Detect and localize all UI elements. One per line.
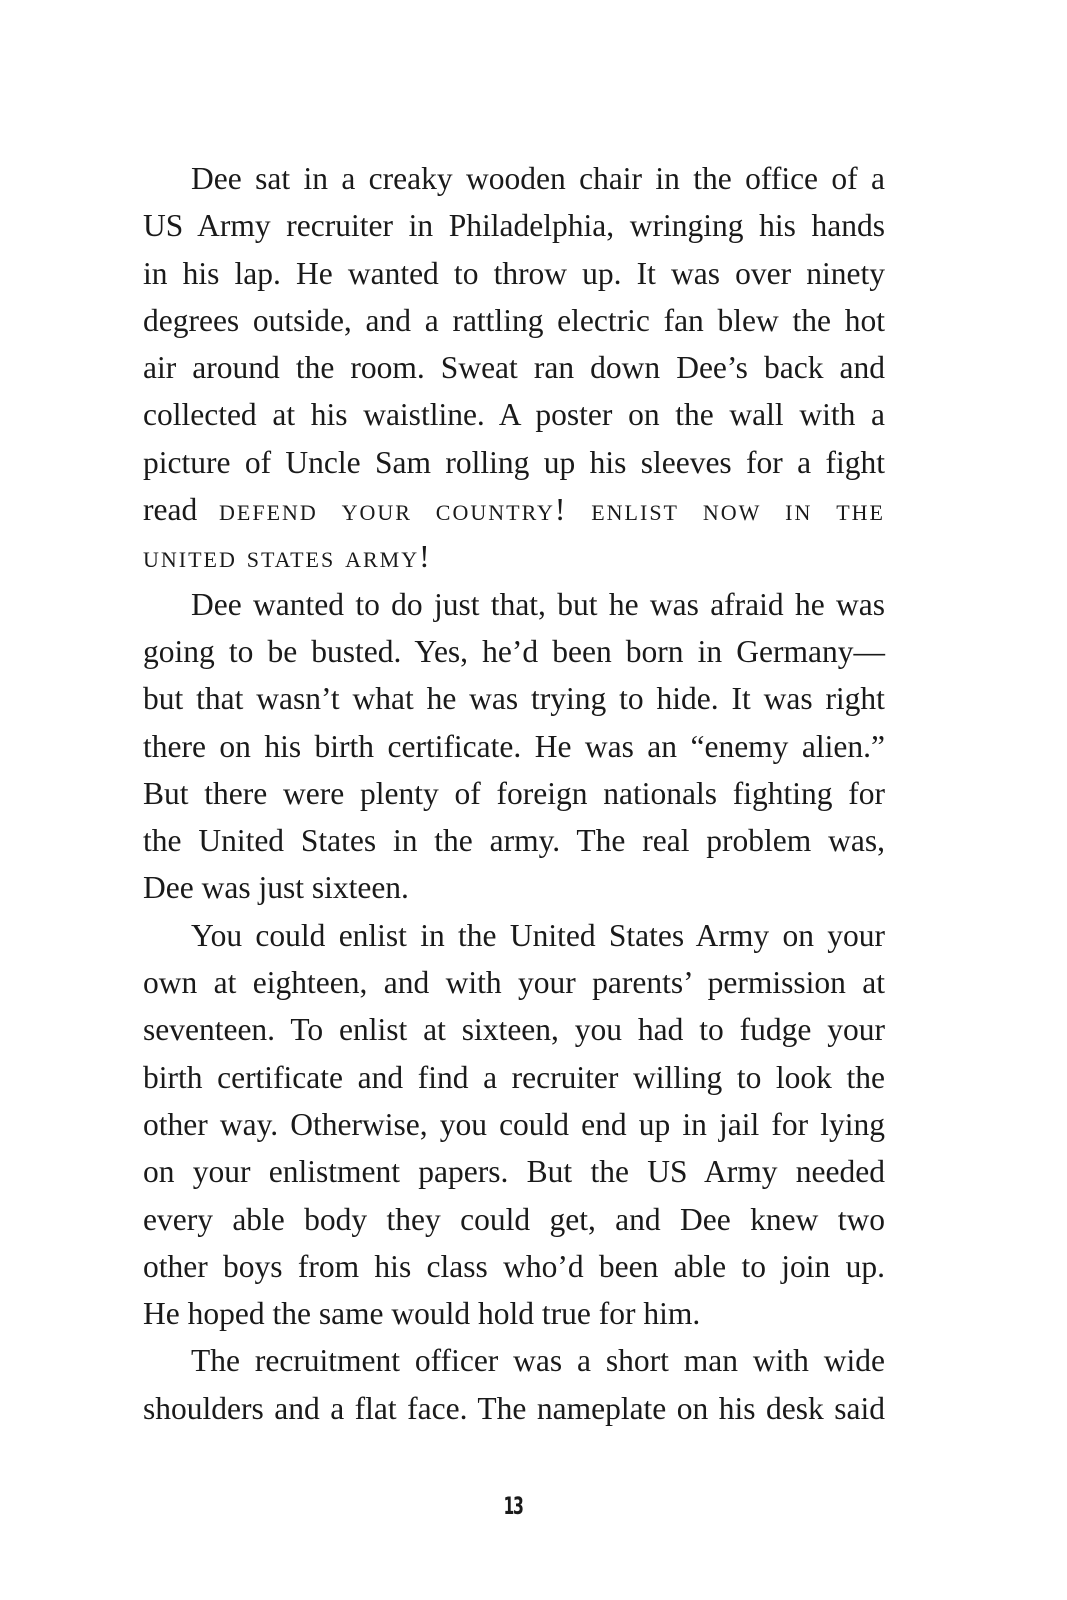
text-line: Dee was just sixteen. — [143, 870, 409, 906]
text-line: picture of Uncle Sam rolling up his sleeves for a fight — [143, 444, 885, 480]
text-line: every able body they could get, and Dee knew two — [143, 1201, 885, 1237]
text-line: there on his birth certificate. He was an “enemy alien.” — [143, 728, 885, 764]
poster-slogan-text: defend your country! enlist now in the — [219, 492, 885, 528]
paragraph-2 — [143, 581, 885, 912]
text-line: in his lap. He wanted to throw up. It was over ninety — [143, 255, 885, 291]
page-number: 13 — [503, 1492, 523, 1520]
book-page-text — [143, 155, 885, 1432]
text-line: air around the room. Sweat ran down Dee’s back and — [143, 350, 885, 386]
paragraph-3 — [143, 912, 885, 1338]
text-line: The recruitment officer was a short man with wide — [191, 1343, 886, 1379]
text-fragment: read — [143, 492, 220, 528]
text-line: but that wasn’t what he was trying to hide. It was right — [143, 681, 885, 717]
text-line: on your enlistment papers. But the US Army needed — [143, 1154, 885, 1190]
text-line: US Army recruiter in Philadelphia, wringing his hands — [143, 208, 885, 244]
paragraph-4 — [143, 1337, 885, 1432]
text-line: other boys from his class who’d been able to join up. — [143, 1248, 885, 1284]
text-line: shoulders and a flat face. The nameplate on his desk said — [143, 1390, 886, 1426]
poster-slogan-text-end: united states army! — [143, 539, 432, 575]
text-line-with-poster — [143, 486, 885, 533]
text-line: You could enlist in the United States Army on your — [191, 917, 886, 953]
text-line: seventeen. To enlist at sixteen, you had to fudge your — [143, 1012, 886, 1048]
text-line: own at eighteen, and with your parents’ permission at — [143, 965, 886, 1001]
text-line: He hoped the same would hold true for him. — [143, 1296, 701, 1332]
text-line: going to be busted. Yes, he’d been born in Germany— — [143, 633, 885, 669]
text-line: degrees outside, and a rattling electric fan blew the hot — [143, 302, 885, 338]
text-line: collected at his waistline. A poster on the wall with a — [143, 397, 885, 433]
text-line: Dee sat in a creaky wooden chair in the office of a — [191, 161, 886, 196]
text-line: other way. Otherwise, you could end up in jail for lying — [143, 1106, 885, 1142]
text-line: Dee wanted to do just that, but he was afraid he was — [191, 586, 886, 622]
text-line: But there were plenty of foreign nationals fighting for — [143, 775, 886, 811]
text-line: birth certificate and find a recruiter willing to look the — [143, 1059, 886, 1095]
paragraph-1 — [143, 155, 885, 581]
text-line: the United States in the army. The real problem was, — [143, 823, 885, 859]
